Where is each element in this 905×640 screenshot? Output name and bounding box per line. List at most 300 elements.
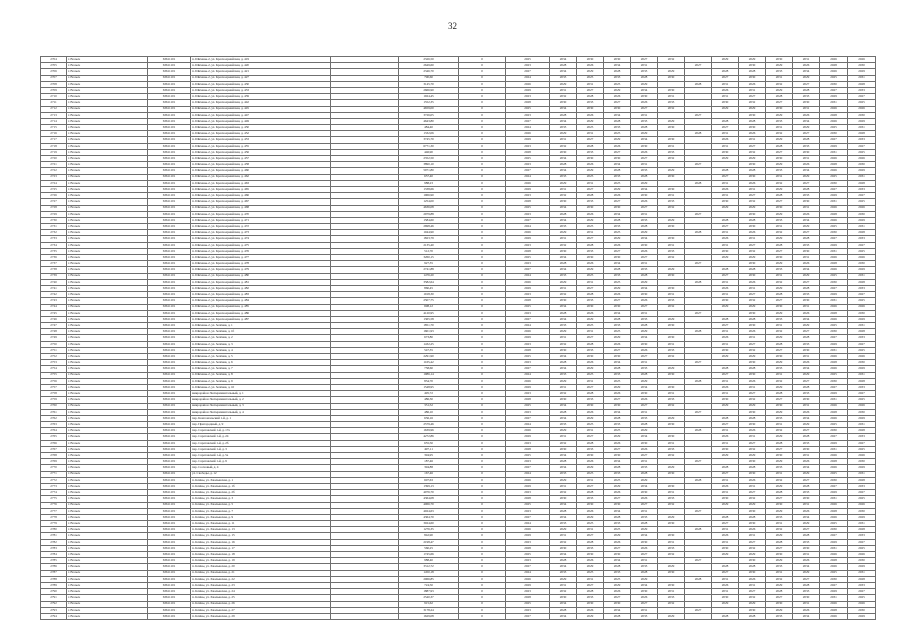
planned-year-cell: 2033 [604, 372, 631, 378]
oktmo-code-cell: 63611101 [148, 106, 191, 112]
planned-year-cell: 2029 [658, 168, 685, 174]
planned-year-cell: 2031 [739, 335, 766, 341]
planned-year-cell: 2028 [712, 613, 739, 619]
planned-year-cell: 2033 [550, 75, 577, 81]
planned-year-cell: 2026 [712, 87, 739, 93]
municipality-cell: г. Вольск [67, 316, 148, 322]
oktmo-code-cell: 63611101 [148, 589, 191, 595]
planned-year-cell: 2030 [820, 329, 848, 335]
planned-year-cell: 2033 [658, 446, 685, 452]
planned-year-cell: 2030 [848, 211, 876, 217]
municipality-cell: г. Вольск [67, 174, 148, 180]
planned-year-cell: 2028 [739, 465, 766, 471]
planned-year-cell: 2031 [631, 459, 658, 465]
planned-year-cell: 2025 [506, 601, 550, 607]
address-cell: пер. Саратовский 1-й, д. 24 [191, 434, 331, 440]
row-number-cell: 2768 [41, 453, 67, 459]
planned-year-cell: 2030 [793, 545, 820, 551]
zero-cell: 0 [459, 440, 506, 446]
zero-cell: 0 [459, 366, 506, 372]
address-cell: п. Шиханы-2, ул. Зелёная, д. 2 [191, 335, 331, 341]
area-cell: 4659,00 [399, 106, 459, 112]
oktmo-code-cell: 63611101 [148, 558, 191, 564]
planned-year-cell: 2026 [820, 564, 848, 570]
planned-year-cell: 2025 [848, 199, 876, 205]
planned-year-cell: 2033 [766, 267, 793, 273]
planned-year-cell: 2029 [766, 434, 793, 440]
planned-year-cell: 2031 [820, 149, 848, 155]
oktmo-code-cell: 63611101 [148, 477, 191, 483]
planned-year-cell: 2031 [712, 490, 739, 496]
zero-cell: 0 [459, 137, 506, 143]
planned-year-cell: 2028 [848, 576, 876, 582]
planned-year-cell: 2031 [577, 428, 604, 434]
planned-year-cell: 2030 [820, 180, 848, 186]
planned-year-cell: 2031 [820, 199, 848, 205]
row-number-cell: 2706 [41, 69, 67, 75]
planned-year-cell: 2034 [631, 285, 658, 291]
row-number-cell: 2736 [41, 255, 67, 261]
planned-year-cell: 2031 [848, 422, 876, 428]
zero-cell: 0 [459, 261, 506, 267]
planned-year-cell: 2029 [631, 477, 658, 483]
planned-year-cell: 2034 [550, 316, 577, 322]
planned-year-cell: 2029 [766, 87, 793, 93]
planned-year-cell: 2033 [793, 193, 820, 199]
address-cell: микрорайон Экспериментальный, д. 2 [191, 397, 331, 403]
planned-year-cell: 2033 [793, 490, 820, 496]
planned-year-cell: 2028 [712, 118, 739, 124]
oktmo-code-cell: 63611101 [148, 465, 191, 471]
planned-year-cell: 2031 [550, 285, 577, 291]
planned-year-cell: 2030 [848, 459, 876, 465]
municipality-cell: г. Вольск [67, 143, 148, 149]
zero-cell: 0 [459, 279, 506, 285]
planned-year-cell: 2026 [631, 100, 658, 106]
planned-year-cell: 2028 [793, 483, 820, 489]
planned-year-cell: 2029 [506, 434, 550, 440]
planned-year-cell: 2029 [577, 118, 604, 124]
planned-year-cell: 2028 [506, 595, 550, 601]
row-number-cell: 2771 [41, 471, 67, 477]
planned-year-cell: 2030 [604, 354, 631, 360]
planned-year-cell: 2033 [848, 236, 876, 242]
row-number-cell: 2790 [41, 589, 67, 595]
planned-year-cell: 2029 [820, 94, 848, 100]
planned-year-cell: 2029 [604, 335, 631, 341]
address-cell: п. Шиханы-2, ул. Красноармейская, д. 460 [191, 168, 331, 174]
address-cell: пер. Саратовский 1-й, д. 2б [191, 440, 331, 446]
planned-year-cell: 2028 [766, 440, 793, 446]
planned-year-cell: 2033 [793, 539, 820, 545]
planned-year-cell: 2028 [820, 211, 848, 217]
oktmo-code-cell: 63611101 [148, 112, 191, 118]
planned-year-cell: 2027 [604, 347, 631, 353]
planned-year-cell: 2026 [604, 589, 631, 595]
planned-year-cell: 2029 [550, 180, 577, 186]
planned-year-cell: 2030 [766, 205, 793, 211]
planned-year-cell: 2030 [712, 149, 739, 155]
planned-year-cell: 2030 [739, 162, 766, 168]
planned-year-cell: 2032 [658, 502, 685, 508]
planned-year-cell: 2030 [577, 403, 604, 409]
planned-year-cell: 2034 [550, 552, 577, 558]
planned-year-cell: 2028 [577, 440, 604, 446]
planned-year-cell: 2027 [506, 69, 550, 75]
planned-year-cell: 2032 [766, 329, 793, 335]
planned-year-cell: 2029 [712, 354, 739, 360]
oktmo-code-cell: 63611101 [148, 471, 191, 477]
planned-year-cell: 2030 [820, 131, 848, 137]
row-number-cell: 2748 [41, 329, 67, 335]
planned-year-cell: 2027 [577, 285, 604, 291]
planned-year-cell: 2033 [550, 521, 577, 527]
area-cell: 1584,60 [399, 217, 459, 223]
planned-year-cell: 2028 [712, 316, 739, 322]
planned-year-cell: 2031 [739, 434, 766, 440]
planned-year-cell: 2034 [550, 118, 577, 124]
planned-year-cell: 2027 [848, 292, 876, 298]
planned-year-cell: 2031 [766, 125, 793, 131]
address-cell: п. Шиханы-2, ул. Красноармейская, д. 481 [191, 279, 331, 285]
address-cell: п. Клёны, ул. Хвалынская, д. 16 [191, 539, 331, 545]
planned-year-cell: 2027 [685, 607, 712, 613]
planned-year-cell: 2033 [631, 514, 658, 520]
oktmo-code-cell: 63611101 [148, 459, 191, 465]
planned-year-cell: 2033 [577, 496, 604, 502]
planned-year-cell: 2032 [550, 539, 577, 545]
address-cell: п. Клёны, ул. Хвалынская, д. 24 [191, 589, 331, 595]
planned-year-cell: 2030 [631, 341, 658, 347]
planned-year-cell: 2029 [506, 384, 550, 390]
planned-year-cell: 2027 [604, 545, 631, 551]
row-number-cell: 2763 [41, 422, 67, 428]
planned-year-cell: 2033 [631, 118, 658, 124]
planned-year-cell: 2026 [793, 211, 820, 217]
planned-year-cell: 2034 [550, 69, 577, 75]
planned-year-cell: 2033 [766, 217, 793, 223]
municipality-cell: г. Вольск [67, 415, 148, 421]
planned-year-cell: 2023 [506, 94, 550, 100]
municipality-cell: г. Вольск [67, 607, 148, 613]
municipality-cell: г. Вольск [67, 106, 148, 112]
planned-year-cell: 2033 [550, 372, 577, 378]
planned-year-cell: 2030 [577, 255, 604, 261]
planned-year-cell: 2029 [631, 279, 658, 285]
planned-year-cell: 2024 [506, 323, 550, 329]
planned-year-cell: 2033 [658, 496, 685, 502]
planned-year-cell: 2025 [848, 248, 876, 254]
planned-year-cell: 2031 [550, 434, 577, 440]
zero-cell: 0 [459, 230, 506, 236]
planned-year-cell: 2029 [506, 483, 550, 489]
table-row [41, 613, 876, 619]
planned-year-cell: 2028 [631, 521, 658, 527]
zero-cell: 0 [459, 446, 506, 452]
planned-year-cell: 2030 [550, 397, 577, 403]
planned-year-cell: 2029 [820, 589, 848, 595]
planned-year-cell: 2029 [577, 168, 604, 174]
planned-year-cell: 2028 [820, 409, 848, 415]
row-number-cell: 2719 [41, 149, 67, 155]
planned-year-cell: 2031 [793, 156, 820, 162]
row-number-cell: 2708 [41, 81, 67, 87]
planned-year-cell: 2033 [631, 267, 658, 273]
planned-year-cell: 2033 [550, 570, 577, 576]
planned-year-cell: 2028 [739, 514, 766, 520]
row-number-cell: 2779 [41, 521, 67, 527]
planned-year-cell: 2030 [658, 75, 685, 81]
planned-year-cell: 2034 [793, 267, 820, 273]
zero-cell: 0 [459, 347, 506, 353]
planned-year-cell: 2032 [550, 193, 577, 199]
planned-year-cell: 2024 [506, 224, 550, 230]
planned-year-cell: 2029 [793, 174, 820, 180]
planned-year-cell: 2028 [793, 285, 820, 291]
oktmo-code-cell: 63611101 [148, 341, 191, 347]
planned-year-cell: 2029 [766, 335, 793, 341]
area-cell: 495,72 [399, 391, 459, 397]
municipality-cell: г. Вольск [67, 162, 148, 168]
area-cell: 790,60 [399, 75, 459, 81]
planned-year-cell: 2029 [712, 552, 739, 558]
area-cell: 2198,47 [399, 539, 459, 545]
municipality-cell: г. Вольск [67, 496, 148, 502]
planned-year-cell: 2026 [739, 477, 766, 483]
municipality-cell: г. Вольск [67, 508, 148, 514]
planned-year-cell: 2029 [793, 75, 820, 81]
planned-year-cell: 2026 [820, 304, 848, 310]
planned-year-cell: 2026 [820, 514, 848, 520]
planned-year-cell: 2027 [604, 397, 631, 403]
planned-year-cell: 2027 [712, 422, 739, 428]
planned-year-cell: 2033 [793, 143, 820, 149]
planned-year-cell: 2029 [820, 341, 848, 347]
planned-year-cell: 2028 [712, 168, 739, 174]
zero-cell: 0 [459, 558, 506, 564]
planned-year-cell: 2030 [739, 570, 766, 576]
oktmo-code-cell: 63611101 [148, 261, 191, 267]
planned-year-cell: 2031 [577, 131, 604, 137]
planned-year-cell: 2026 [631, 199, 658, 205]
planned-year-cell: 2027 [631, 106, 658, 112]
planned-year-cell: 2030 [848, 409, 876, 415]
oktmo-code-cell: 63611101 [148, 502, 191, 508]
oktmo-code-cell: 63611101 [148, 539, 191, 545]
planned-year-cell: 2030 [739, 459, 766, 465]
planned-year-cell: 2030 [631, 143, 658, 149]
planned-year-cell: 2028 [506, 199, 550, 205]
planned-year-cell: 2030 [739, 75, 766, 81]
planned-year-cell: 2026 [793, 63, 820, 69]
planned-year-cell: 2030 [848, 558, 876, 564]
planned-year-cell: 2028 [577, 193, 604, 199]
planned-year-cell: 2029 [658, 514, 685, 520]
planned-year-cell: 2030 [550, 545, 577, 551]
planned-year-cell: 2029 [550, 378, 577, 384]
municipality-cell: г. Вольск [67, 347, 148, 353]
oktmo-code-cell: 63611101 [148, 582, 191, 588]
planned-year-cell: 2029 [604, 186, 631, 192]
planned-year-cell: 2031 [658, 143, 685, 149]
planned-year-cell: 2034 [631, 186, 658, 192]
planned-year-cell: 2028 [506, 347, 550, 353]
municipality-cell: г. Вольск [67, 545, 148, 551]
planned-year-cell: 2027 [577, 434, 604, 440]
planned-year-cell: 2030 [820, 81, 848, 87]
planned-year-cell: 2033 [848, 285, 876, 291]
planned-year-cell: 2030 [739, 174, 766, 180]
planned-year-cell: 2026 [604, 341, 631, 347]
planned-year-cell: 2030 [766, 106, 793, 112]
planned-year-cell: 2025 [820, 471, 848, 477]
planned-year-cell: 2025 [820, 125, 848, 131]
planned-year-cell: 2027 [739, 440, 766, 446]
planned-year-cell: 2029 [766, 236, 793, 242]
planned-year-cell: 2029 [658, 118, 685, 124]
planned-year-cell: 2031 [658, 391, 685, 397]
planned-year-cell: 2028 [604, 69, 631, 75]
planned-year-cell: 2033 [848, 137, 876, 143]
address-cell: п. Шиханы-2, ул. Красноармейская, д. 442 [191, 100, 331, 106]
area-cell: 1823,79 [399, 236, 459, 242]
area-cell: 3745,70 [399, 137, 459, 143]
oktmo-code-cell: 63611101 [148, 335, 191, 341]
municipality-cell: г. Вольск [67, 131, 148, 137]
zero-cell: 0 [459, 131, 506, 137]
planned-year-cell: 2030 [577, 453, 604, 459]
planned-year-cell: 2026 [506, 527, 550, 533]
planned-year-cell: 2027 [506, 217, 550, 223]
municipality-cell: г. Вольск [67, 69, 148, 75]
address-cell: п. Шиханы-2, ул. Зелёная, д. 6 [191, 360, 331, 366]
planned-year-cell: 2033 [631, 316, 658, 322]
planned-year-cell: 2026 [604, 242, 631, 248]
planned-year-cell: 2029 [793, 224, 820, 230]
planned-year-cell: 2034 [631, 236, 658, 242]
planned-year-cell: 2030 [739, 558, 766, 564]
planned-year-cell: 2026 [506, 279, 550, 285]
planned-year-cell: 2027 [820, 533, 848, 539]
planned-year-cell: 2029 [712, 156, 739, 162]
zero-cell: 0 [459, 521, 506, 527]
planned-year-cell: 2034 [550, 366, 577, 372]
planned-year-cell: 2033 [766, 415, 793, 421]
planned-year-cell: 2029 [739, 552, 766, 558]
planned-year-cell: 2034 [604, 112, 631, 118]
planned-year-cell: 2032 [739, 545, 766, 551]
planned-year-cell: 2029 [848, 366, 876, 372]
planned-year-cell: 2027 [793, 81, 820, 87]
planned-year-cell: 2033 [766, 118, 793, 124]
oktmo-code-cell: 63611101 [148, 409, 191, 415]
planned-year-cell: 2027 [712, 174, 739, 180]
planned-year-cell: 2034 [604, 162, 631, 168]
planned-year-cell: 2029 [739, 57, 766, 63]
address-cell: п. Шиханы-2, ул. Красноармейская, д. 420 [191, 63, 331, 69]
planned-year-cell: 2029 [577, 613, 604, 619]
planned-year-cell: 2030 [712, 100, 739, 106]
planned-year-cell: 2033 [658, 149, 685, 155]
planned-year-cell: 2031 [793, 57, 820, 63]
planned-year-cell: 2027 [820, 582, 848, 588]
planned-year-cell: 2025 [577, 422, 604, 428]
planned-year-cell: 2029 [848, 69, 876, 75]
area-cell: 927,35 [399, 261, 459, 267]
planned-year-cell: 2030 [793, 496, 820, 502]
planned-year-cell: 2029 [506, 87, 550, 93]
planned-year-cell: 2030 [820, 428, 848, 434]
planned-year-cell: 2030 [604, 601, 631, 607]
municipality-cell: г. Вольск [67, 63, 148, 69]
oktmo-code-cell: 63611101 [148, 143, 191, 149]
planned-year-cell: 2027 [506, 415, 550, 421]
planned-year-cell: 2025 [604, 329, 631, 335]
address-cell: пер. Пригородный, д. 9 [191, 422, 331, 428]
planned-year-cell: 2030 [604, 205, 631, 211]
planned-year-cell: 2028 [712, 465, 739, 471]
area-cell: 1745,66 [399, 552, 459, 558]
planned-year-cell: 2029 [793, 125, 820, 131]
planned-year-cell: 2031 [631, 112, 658, 118]
planned-year-cell: 2027 [766, 545, 793, 551]
planned-year-cell: 2029 [766, 360, 793, 366]
planned-year-cell: 2027 [631, 403, 658, 409]
planned-year-cell: 2026 [604, 490, 631, 496]
planned-year-cell: 2029 [766, 483, 793, 489]
planned-year-cell: 2029 [848, 613, 876, 619]
planned-year-cell: 2029 [712, 453, 739, 459]
planned-year-cell: 2026 [506, 329, 550, 335]
address-cell: п. Клёны, ул. Хвалынская, д. 5 [191, 502, 331, 508]
planned-year-cell: 2034 [550, 168, 577, 174]
address-cell: п. Шиханы-2, ул. Красноармейская, д. 485 [191, 304, 331, 310]
row-number-cell: 2750 [41, 341, 67, 347]
oktmo-code-cell: 63611101 [148, 57, 191, 63]
area-cell: 3890,10 [399, 162, 459, 168]
zero-cell: 0 [459, 168, 506, 174]
zero-cell: 0 [459, 595, 506, 601]
planned-year-cell: 2032 [658, 106, 685, 112]
planned-year-cell: 2027 [712, 372, 739, 378]
planned-year-cell: 2027 [793, 279, 820, 285]
planned-year-cell: 2033 [604, 75, 631, 81]
planned-year-cell: 2028 [506, 496, 550, 502]
address-cell: п. Шиханы-2, ул. Красноармейская, д. 484 [191, 298, 331, 304]
planned-year-cell: 2030 [631, 391, 658, 397]
planned-year-cell: 2025 [604, 428, 631, 434]
planned-year-cell: 2030 [712, 595, 739, 601]
planned-year-cell: 2027 [577, 384, 604, 390]
area-cell: 1924,45 [399, 94, 459, 100]
row-number-cell: 2783 [41, 545, 67, 551]
address-cell: п. Клёны, ул. Хвалынская, д. 1 [191, 477, 331, 483]
area-cell: 655,50 [399, 440, 459, 446]
zero-cell: 0 [459, 292, 506, 298]
planned-year-cell: 2031 [739, 137, 766, 143]
planned-year-cell: 2032 [550, 341, 577, 347]
planned-year-cell: 2028 [604, 316, 631, 322]
oktmo-code-cell: 63611101 [148, 310, 191, 316]
zero-cell: 0 [459, 69, 506, 75]
planned-year-cell: 2028 [550, 607, 577, 613]
row-number-cell: 2741 [41, 285, 67, 291]
zero-cell: 0 [459, 391, 506, 397]
planned-year-cell: 2029 [793, 570, 820, 576]
row-number-cell: 2730 [41, 217, 67, 223]
oktmo-code-cell: 63611101 [148, 360, 191, 366]
planned-year-cell: 2034 [793, 564, 820, 570]
